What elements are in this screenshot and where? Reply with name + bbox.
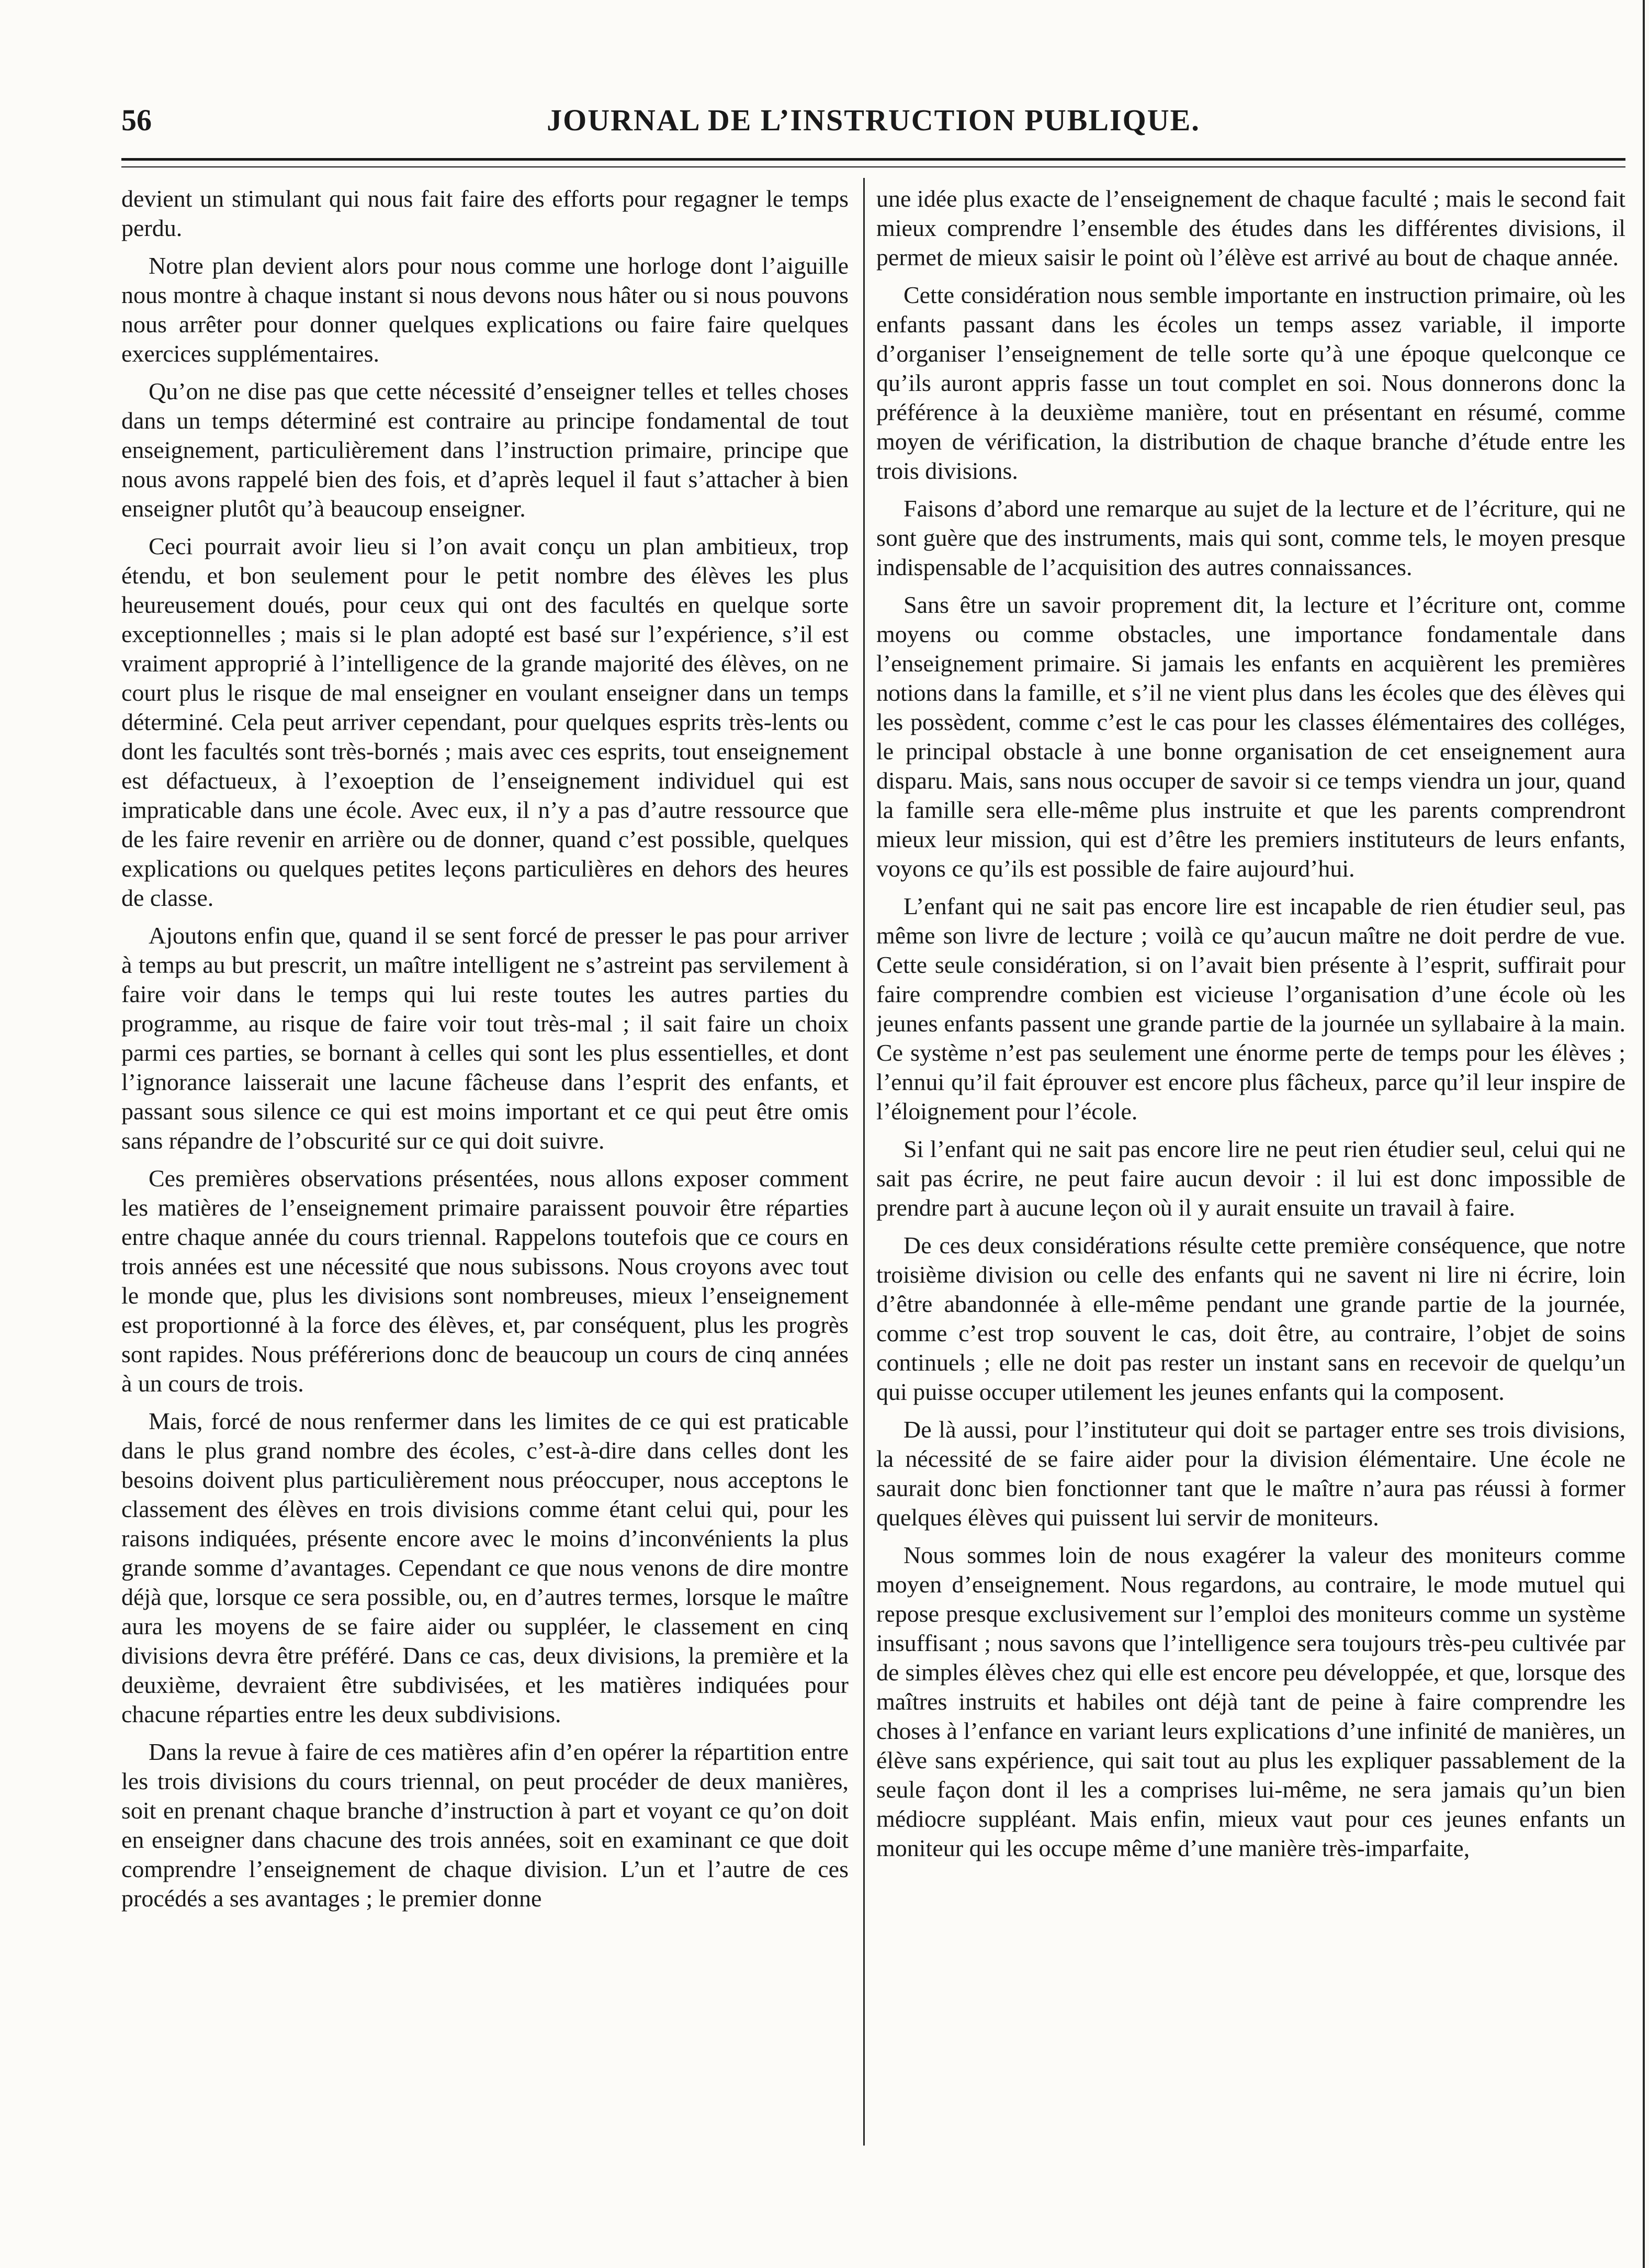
journal-title: JOURNAL DE L’INSTRUCTION PUBLIQUE. (547, 103, 1200, 137)
page-number: 56 (121, 103, 152, 137)
paragraph: Nous sommes loin de nous exagérer la valeur des moniteurs comme moyen d’enseignement. Nous regardons, au contraire, le mode mutuel qui repose presque exclusivement sur l’emploi des moniteurs comme un système insuffisant ; nous savons que l’intelligence sera toujours très-peu cultivée par de simples élèves chez qui elle est encore peu développée, et que, lorsque des maîtres instruits et habiles ont déjà tant de peine à faire comprendre les choses à l’enfance en variant leurs explications d’une infinité de manières, un élève sans expérience, qui sait tout au plus les expliquer passablement de la seule façon dont il les a comprises lui-même, ne sera jamais qu’un bien médiocre suppléant. Mais enfin, mieux vaut pour ces jeunes enfants un moniteur qui les occupe même d’une manière très-imparfaite, (876, 1542, 1625, 1861)
header-rule-thick (121, 158, 1625, 161)
paragraph: Cette considération nous semble importante en instruction primaire, où les enfants passant dans les écoles un temps assez variable, il importe d’organiser l’enseignement de telle sorte qu’à une époque quelconque ce qu’ils auront appris fasse un tout complet en soi. Nous donnerons donc la préférence à la deuxième manière, tout en présentant en résumé, comme moyen de vérification, la distribution de chaque branche d’étude entre les trois divisions. (876, 282, 1625, 484)
page-header (121, 99, 1625, 141)
paragraph: une idée plus exacte de l’enseignement de chaque faculté ; mais le second fait mieux comprendre l’ensemble des études dans les différentes divisions, il permet de mieux saisir le point où l’élève est arrivé au bout de chaque année. (876, 185, 1625, 271)
paragraph: Faisons d’abord une remarque au sujet de la lecture et de l’écriture, qui ne sont guère que des instruments, mais qui sont, comme tels, le moyen presque indispensable de l’acquisition des autres connaissances. (876, 495, 1625, 580)
right-column (876, 184, 1625, 2152)
paragraph: L’enfant qui ne sait pas encore lire est incapable de rien étudier seul, pas même son livre de lecture ; voilà ce qu’aucun maître ne doit perdre de vue. Cette seule considération, si on l’avait bien présente à l’esprit, suffirait pour faire comprendre combien est vicieuse l’organisation d’une école où les jeunes enfants passent une grande partie de la journée un syllabaire à la main. Ce système n’est pas seulement une énorme perte de temps pour les élèves ; l’ennui qu’il fait éprouver est encore plus fâcheux, parce qu’il leur inspire de l’éloignement pour l’école. (876, 893, 1625, 1125)
paragraph: Mais, forcé de nous renfermer dans les limites de ce qui est praticable dans le plus grand nombre des écoles, c’est-à-dire dans celles dont les besoins doivent plus particulièrement nous préoccuper, nous acceptons le classement des élèves en trois divisions comme étant celui qui, pour les raisons indiquées, présente encore avec le moins d’inconvénients la plus grande somme d’avantages. Cependant ce que nous venons de dire montre déjà que, lorsque ce sera possible, ou, en d’autres termes, lorsque le maître aura les moyens de se faire aider ou suppléer, le classement en cinq divisions devra être préféré. Dans ce cas, deux divisions, la première et la deuxième, devraient être subdivisées, et les matières indiquées pour chacune réparties entre les deux subdivisions. (121, 1408, 849, 1727)
paragraph: Si l’enfant qui ne sait pas encore lire ne peut rien étudier seul, celui qui ne sait pas écrire, ne peut faire aucun devoir : il lui est donc impossible de prendre part à aucune leçon où il y aurait ensuite un travail à faire. (876, 1136, 1625, 1221)
paragraph: Ajoutons enfin que, quand il se sent forcé de presser le pas pour arriver à temps au but prescrit, un maître intelligent ne s’astreint pas servilement à faire voir dans le temps qui lui reste toutes les autres parties du programme, au risque de faire voir tout très-mal ; il sait faire un choix parmi ces parties, se bornant à celles qui sont les plus essentielles, et dont l’ignorance laisserait une lacune fâcheuse dans l’esprit des enfants, et passant sous silence ce qui est moins important et ce qui peut être omis sans répandre de l’obscurité sur ce qui doit suivre. (121, 922, 849, 1154)
paragraph: De ces deux considérations résulte cette première conséquence, que notre troisième division ou celle des enfants qui ne savent ni lire ni écrire, loin d’être abandonnée à elle-même pendant une grande partie de la journée, comme c’est trop souvent le cas, doit être, au contraire, l’objet de soins continuels ; elle ne doit pas rester un instant sans en recevoir de quelqu’un qui puisse occuper utilement les jeunes enfants qui la composent. (876, 1232, 1625, 1405)
paragraph: devient un stimulant qui nous fait faire des efforts pour regagner le temps perdu. (121, 185, 849, 241)
left-column (121, 184, 849, 2152)
paragraph: Sans être un savoir proprement dit, la lecture et l’écriture ont, comme moyens ou comme obstacles, une importance fondamentale dans l’enseignement primaire. Si jamais les enfants en acquièrent les premières notions dans la famille, et s’il ne vient plus dans les écoles que des élèves qui les possèdent, comme c’est le cas pour les classes élémentaires des colléges, le principal obstacle à une bonne organisation de cet enseignement aura disparu. Mais, sans nous occuper de savoir si ce temps viendra un jour, quand la famille sera elle-même plus instruite et que les parents comprendront mieux leur mission, qui est d’être les premiers instituteurs de leurs enfants, voyons ce qu’ils est possible de faire aujourd’hui. (876, 591, 1625, 882)
paragraph: De là aussi, pour l’instituteur qui doit se partager entre ses trois divisions, la nécessité de se faire aider pour la division élémentaire. Une école ne saurait donc bien fonctionner tant que le maître n’aura pas réussi à former quelques élèves qui puissent lui servir de moniteurs. (876, 1416, 1625, 1531)
paragraph: Dans la revue à faire de ces matières afin d’en opérer la répartition entre les trois divisions du cours triennal, on peut procéder de deux manières, soit en prenant chaque branche d’instruction à part et voyant ce qu’on doit en enseigner dans chacune des trois années, soit en examinant ce que doit comprendre l’enseignement de chaque division. L’un et l’autre de ces procédés a ses avantages ; le premier donne (121, 1738, 849, 1912)
paragraph: Qu’on ne dise pas que cette nécessité d’enseigner telles et telles choses dans un temps déterminé est contraire au principe fondamental de tout enseignement, particulièrement dans l’instruction primaire, principe que nous avons rappelé bien des fois, et d’après lequel il faut s’attacher à bien enseigner plutôt qu’à beaucoup enseigner. (121, 378, 849, 522)
column-divider (863, 178, 865, 2146)
paragraph: Ces premières observations présentées, nous allons exposer comment les matières de l’enseignement primaire paraissent pouvoir être réparties entre chaque année du cours triennal. Rappelons toutefois que ce cours en trois années est une nécessité que nous subissons. Nous croyons avec tout le monde que, plus les divisions sont nombreuses, mieux l’enseignement est proportionné à la force des élèves, et, par conséquent, plus les progrès sont rapides. Nous préférerions donc de beaucoup un cours de cinq années à un cours de trois. (121, 1165, 849, 1397)
header-rule-thin (121, 166, 1625, 167)
page-edge-line (1643, 0, 1645, 2268)
paragraph: Notre plan devient alors pour nous comme une horloge dont l’aiguille nous montre à chaque instant si nous devons nous hâter ou si nous pouvons nous arrêter pour donner quelques explications ou faire faire quelques exercices supplémentaires. (121, 252, 849, 367)
paragraph: Ceci pourrait avoir lieu si l’on avait conçu un plan ambitieux, trop étendu, et bon seulement pour le petit nombre des élèves les plus heureusement doués, pour ceux qui ont des facultés en quelque sorte exceptionnelles ; mais si le plan adopté est basé sur l’expérience, s’il est vraiment approprié à l’intelligence de la grande majorité des élèves, on ne court plus le risque de mal enseigner en voulant enseigner dans un temps déterminé. Cela peut arriver cependant, pour quelques esprits très-lents ou dont les facultés sont très-bornés ; mais avec ces esprits, tout enseignement est défactueux, à l’exoeption de l’enseignement individuel qui est impraticable dans une école. Avec eux, il n’y a pas d’autre ressource que de les faire revenir en arrière ou de donner, quand c’est possible, quelques explications ou quelques petites leçons particulières en dehors des heures de classe. (121, 533, 849, 911)
